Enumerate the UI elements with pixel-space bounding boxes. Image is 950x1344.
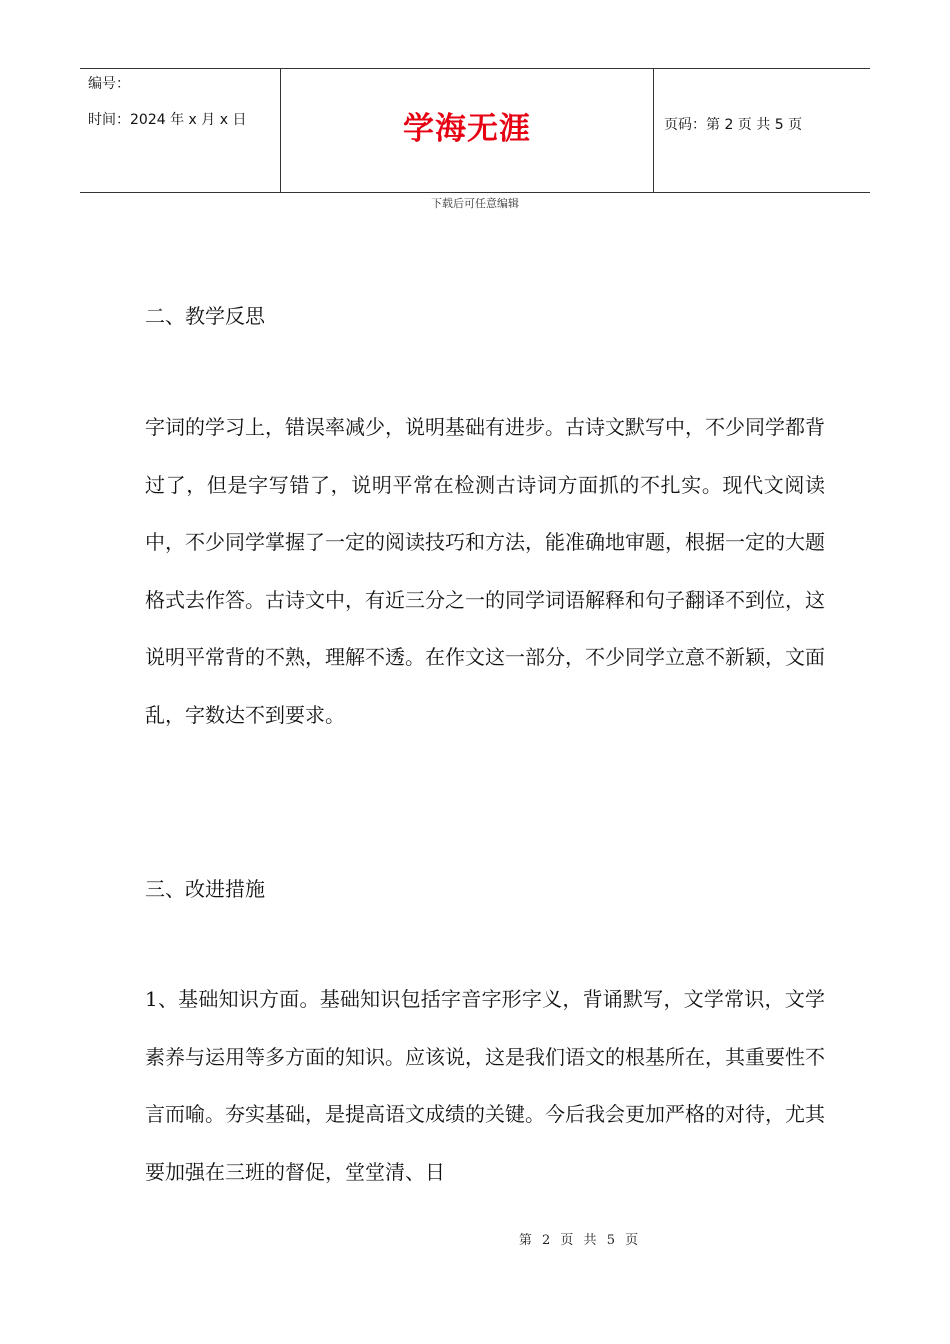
section-heading-reflection: 二、教学反思 [145, 304, 265, 328]
header-page-cell [654, 69, 870, 192]
edit-note: 下载后可任意编辑 [431, 197, 519, 210]
page-footer: 第 2 页 共 5 页 [518, 1233, 642, 1248]
header-brand-cell [281, 69, 654, 192]
page-number-label: 页码：第 2 页 共 5 页 [664, 117, 803, 133]
header-info-cell [80, 69, 281, 192]
document-header [80, 68, 870, 193]
brand-title: 学海无涯 [403, 111, 531, 147]
section-heading-improvement: 三、改进措施 [145, 877, 265, 901]
section-paragraph-improvement: 1、基础知识方面。基础知识包括字音字形字义，背诵默写，文学常识，文学素养与运用等多方面的知识。应该说，这是我们语文的根基所在，其重要性不言而喻。夯实基础，是提高语文成绩的关键。今后我会更加严格的对待，尤其要加强在三班的督促，堂堂清、日 [145, 987, 825, 1184]
document-number-label: 编号： [88, 76, 130, 92]
section-paragraph-reflection: 字词的学习上，错误率减少，说明基础有进步。古诗文默写中，不少同学都背过了，但是字写错了，说明平常在检测古诗词方面抓的不扎实。现代文阅读中，不少同学掌握了一定的阅读技巧和方法，能准确地审题，根据一定的大题格式去作答。古诗文中，有近三分之一的同学词语解释和句子翻译不到位，这说明平常背的不熟，理解不透。在作文这一部分，不少同学立意不新颖，文面乱，字数达不到要求。 [145, 415, 825, 727]
document-time-label: 时间：2024 年 x 月 x 日 [88, 112, 247, 128]
